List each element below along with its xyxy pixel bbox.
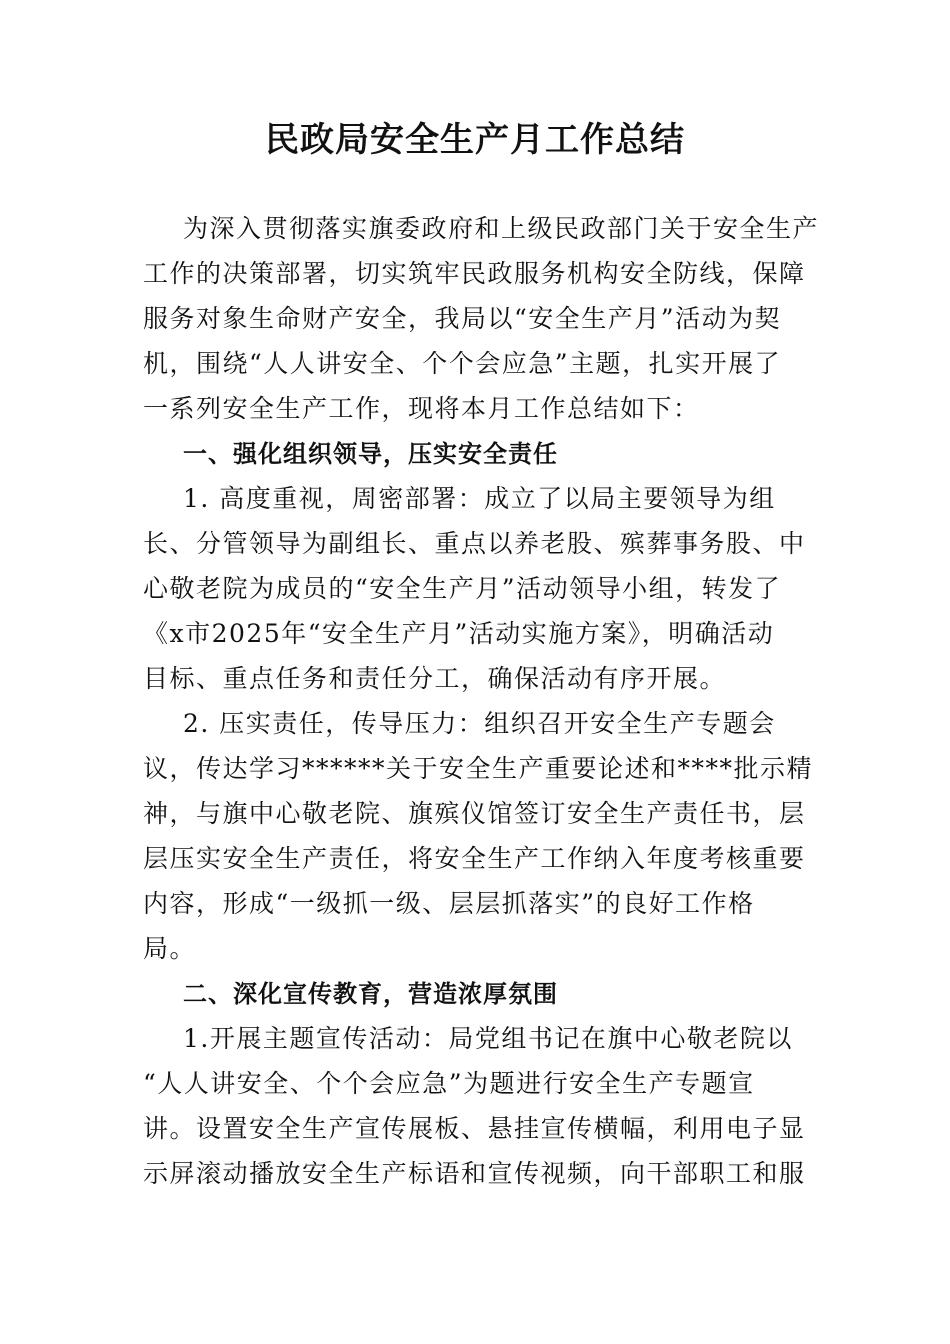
intro-line: 工作的决策部署，切实筑牢民政服务机构安全防线，保障 (143, 259, 806, 288)
paragraph-line: 2. 压实责任，传导压力：组织召开安全生产专题会 (183, 709, 776, 738)
paragraph-line: 神，与旗中心敬老院、旗殡仪馆签订安全生产责任书，层 (143, 799, 806, 828)
paragraph-line: “人人讲安全、个个会应急”为题进行安全生产专题宣 (143, 1069, 755, 1098)
paragraph-line: 目标、重点任务和责任分工，确保活动有序开展。 (143, 664, 727, 693)
paragraph-line: 议，传达学习******关于安全生产重要论述和****批示精 (143, 754, 814, 783)
paragraph-line: 内容，形成“一级抓一级、层层抓落实”的良好工作格 (143, 889, 755, 918)
paragraph-line: 讲。设置安全生产宣传展板、悬挂宣传横幅，利用电子显 (143, 1114, 806, 1143)
intro-line: 服务对象生命财产安全，我局以“安全生产月”活动为契 (143, 304, 782, 333)
paragraph-line: 示屏滚动播放安全生产标语和宣传视频，向干部职工和服 (143, 1159, 806, 1188)
paragraph-line: 1.开展主题宣传活动：局党组书记在旗中心敬老院以 (183, 1024, 793, 1053)
paragraph-line: 长、分管领导为副组长、重点以养老股、殡葬事务股、中 (143, 529, 806, 558)
paragraph-line: 《x市2025年“安全生产月”活动实施方案》，明确活动 (143, 619, 775, 648)
section-heading-2: 二、深化宣传教育，营造浓厚氛围 (183, 980, 558, 1008)
paragraph-line: 层压实安全生产责任，将安全生产工作纳入年度考核重要 (143, 844, 806, 873)
intro-line: 为深入贯彻落实旗委政府和上级民政部门关于安全生产 (183, 214, 820, 243)
paragraph-line: 局。 (143, 934, 197, 963)
section-heading-1: 一、强化组织领导，压实安全责任 (183, 440, 558, 468)
intro-line: 机，围绕“人人讲安全、个个会应急”主题，扎实开展了 (143, 349, 782, 378)
document-title: 民政局安全生产月工作总结 (265, 120, 685, 160)
intro-line: 一系列安全生产工作，现将本月工作总结如下： (143, 394, 700, 423)
paragraph-line: 1. 高度重视，周密部署：成立了以局主要领导为组 (183, 484, 776, 513)
paragraph-line: 心敬老院为成员的“安全生产月”活动领导小组，转发了 (143, 574, 782, 603)
